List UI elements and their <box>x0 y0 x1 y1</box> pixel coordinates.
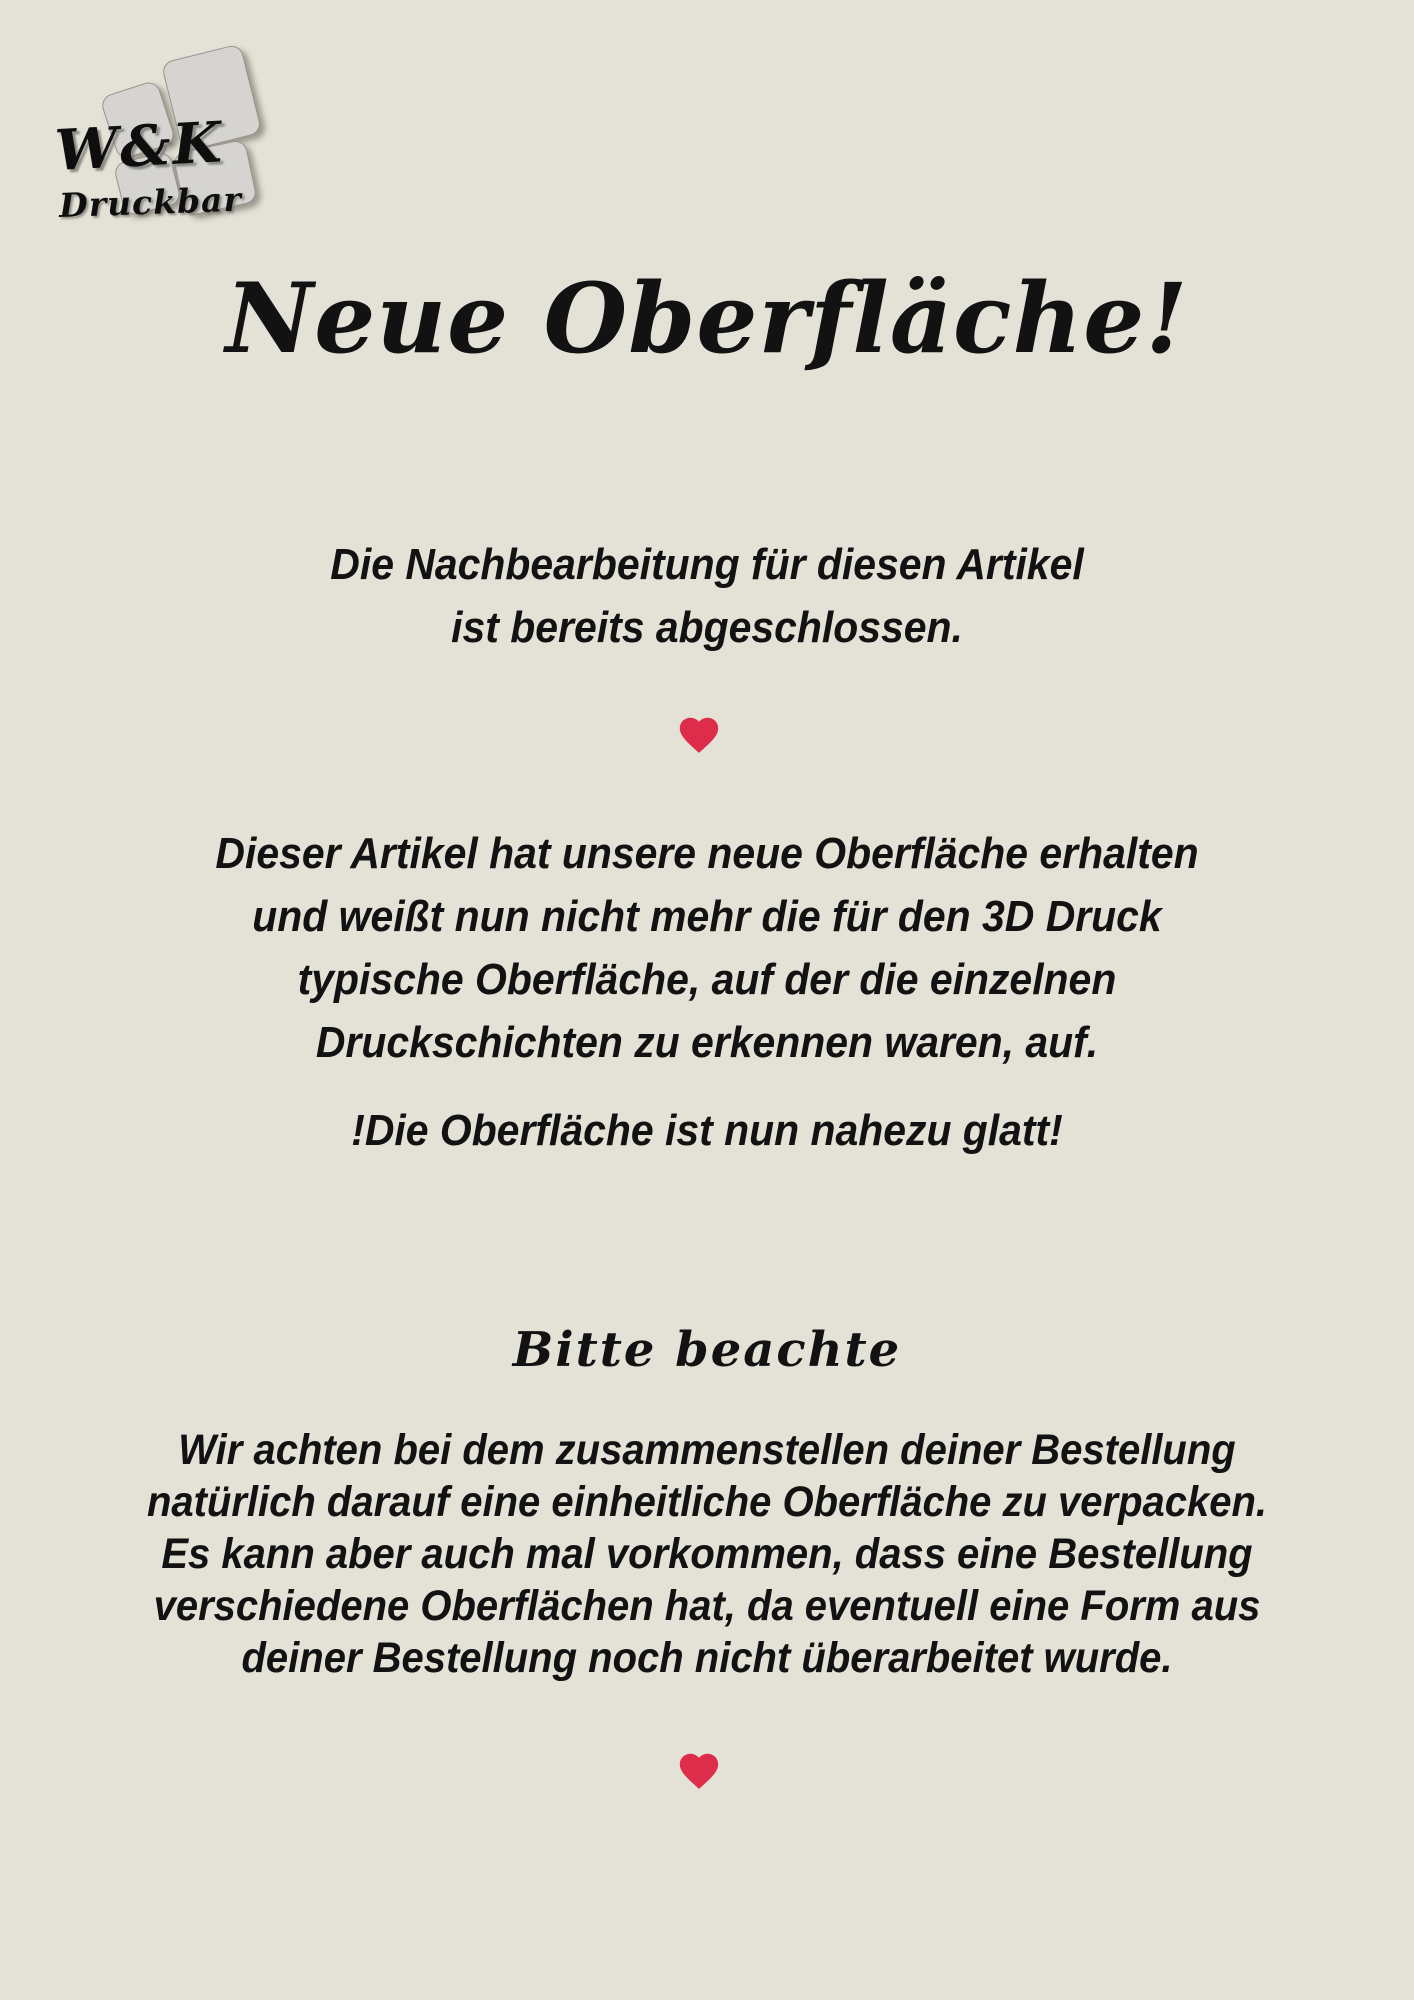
note-line: deiner Bestellung noch nicht überarbeitet wurde. <box>241 1634 1173 1682</box>
note-line: Wir achten bei dem zusammenstellen deiner Bestellung <box>178 1426 1236 1474</box>
intro-line: Die Nachbearbeitung für diesen Artikel <box>330 540 1084 589</box>
note-line: verschiedene Oberflächen hat, da eventuell eine Form aus <box>153 1582 1261 1630</box>
note-heading: Bitte beachte <box>512 1322 902 1378</box>
details-line: Druckschichten zu erkennen waren, auf. <box>315 1018 1099 1067</box>
heart-icon <box>676 712 722 758</box>
brand-logo <box>53 42 285 226</box>
details-line: und weißt nun nicht mehr die für den 3D Druck <box>252 892 1162 941</box>
note-line: Es kann aber auch mal vorkommen, dass eine Bestellung <box>161 1530 1253 1578</box>
note-line: natürlich darauf eine einheitliche Oberfläche zu verpacken. <box>146 1478 1268 1526</box>
brand-subtitle: Druckbar <box>58 179 243 226</box>
details-line: typische Oberfläche, auf der die einzelnen <box>297 955 1117 1004</box>
intro-line: ist bereits abgeschlossen. <box>451 603 963 652</box>
note-paragraph <box>49 1424 1364 1684</box>
intro-paragraph <box>49 533 1364 659</box>
details-line: Dieser Artikel hat unsere neue Oberfläche erhalten <box>215 829 1199 878</box>
page-title: Neue Oberfläche! <box>225 262 1189 375</box>
heart-icon <box>676 1748 722 1794</box>
brand-name: W&K <box>53 109 225 184</box>
highlight-text: !Die Oberfläche ist nun nahezu glatt! <box>351 1106 1063 1155</box>
details-paragraph <box>49 822 1364 1074</box>
